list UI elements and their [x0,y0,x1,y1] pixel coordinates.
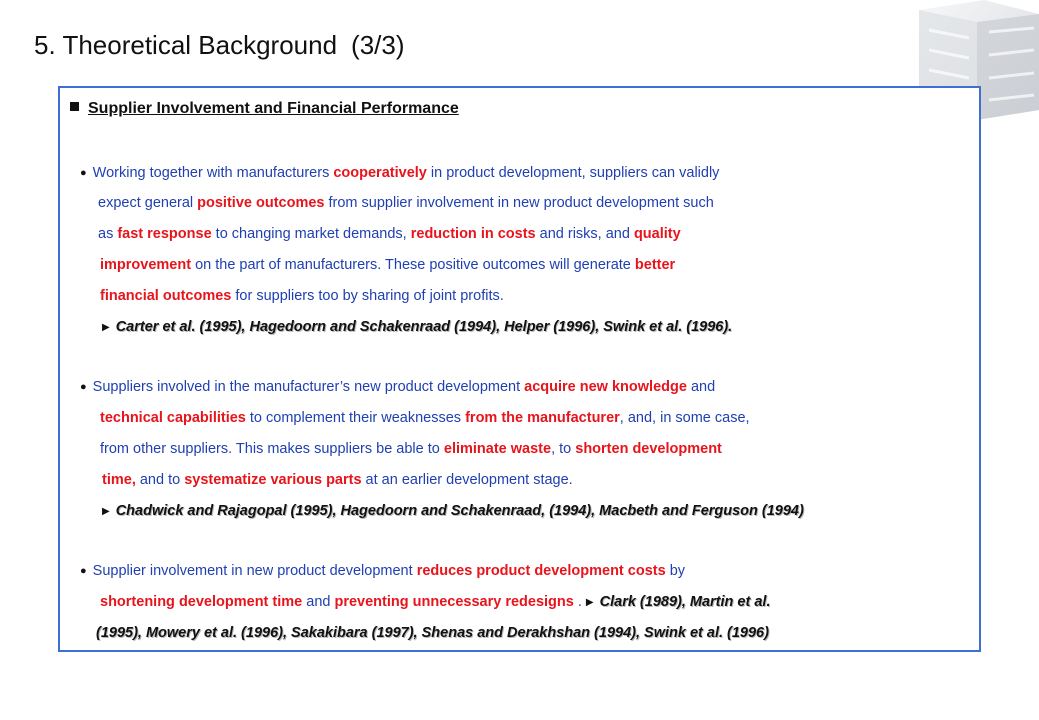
square-bullet-icon [70,102,79,111]
slide-title-text: 5. Theoretical Background [34,30,338,60]
arrow-right-icon: ▶ [585,597,594,608]
paragraph-2-line-2: technical capabilities to complement their weaknesses from the manufacturer, and, in some case, [100,410,750,426]
section-heading-text: Supplier Involvement and Financial Performance [88,100,459,117]
paragraph-3-reference: (1995), Mowery et al. (1996), Sakakibara (1997), Shenas and Derakhshan (1994), Swink et al. (1996) [96,625,769,641]
paragraph-2-line-1: ● Suppliers involved in the manufacturer’s new product development acquire new knowledge and [80,379,716,395]
paragraph-3-line-2: shortening development time and preventing unnecessary redesigns . ▶ Clark (1989), Martin et al. [100,594,771,610]
bullet-icon: ● [80,565,87,577]
paragraph-1-reference: ▶ Carter et al. (1995), Hagedoorn and Schakenraad (1994), Helper (1996), Swink et al. (1996). [102,319,733,335]
paragraph-2-line-4: time, and to systematize various parts at an earlier development stage. [102,472,573,488]
paragraph-3-line-1: ● Supplier involvement in new product development reduces product development costs by [80,563,686,579]
paragraph-1-line-3: as fast response to changing market demands, reduction in costs and risks, and quality [98,226,681,242]
paragraph-1-line-1: ● Working together with manufacturers cooperatively in product development, suppliers can validly [80,165,720,181]
paragraph-2-line-3: from other suppliers. This makes suppliers be able to eliminate waste, to shorten development [100,441,722,457]
arrow-right-icon: ▶ [102,506,110,517]
paragraph-1-line-2: expect general positive outcomes from supplier involvement in new product development such [98,195,714,211]
section-heading [70,100,459,118]
bullet-icon: ● [80,167,87,179]
arrow-right-icon: ▶ [102,322,110,333]
paragraph-1-line-4: improvement on the part of manufacturers. These positive outcomes will generate better [100,257,676,273]
bullet-icon: ● [80,381,87,393]
content-panel [58,86,981,652]
slide-title-part: (3/3) [351,30,405,60]
paragraph-1-line-5: financial outcomes for suppliers too by sharing of joint profits. [100,288,504,304]
paragraph-2-reference: ▶ Chadwick and Rajagopal (1995), Hagedoorn and Schakenraad, (1994), Macbeth and Ferguson (1994) [102,503,804,519]
slide-title [34,30,405,61]
